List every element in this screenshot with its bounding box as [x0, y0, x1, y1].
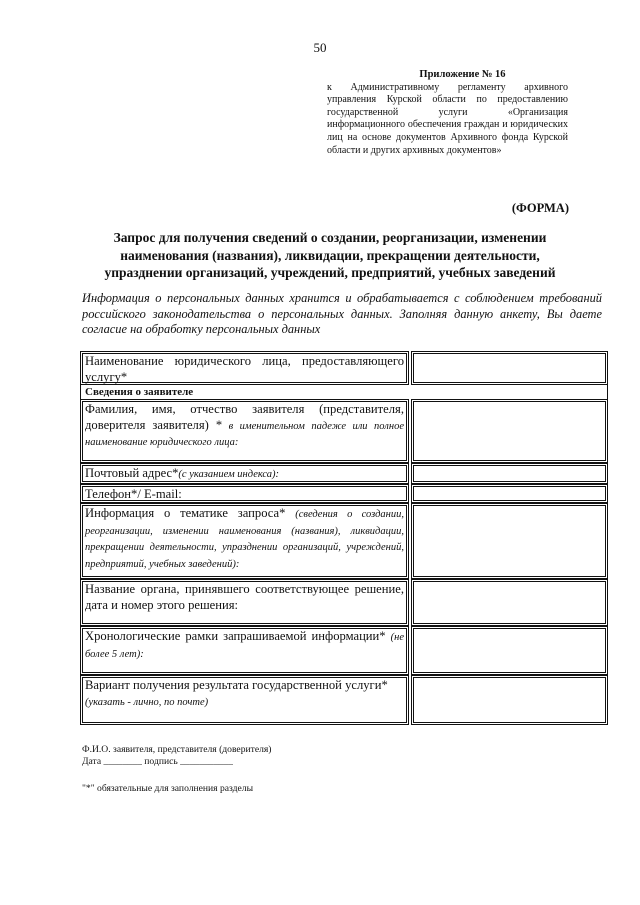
label-text: Информация о тематике запроса*: [85, 506, 296, 520]
row-fio: [80, 399, 608, 463]
label-text: Хронологические рамки запрашиваемой информации*: [85, 629, 391, 643]
footnote: "*" обязательные для заполнения разделы: [82, 783, 254, 794]
request-form-table: [80, 351, 608, 725]
label-fio: [80, 399, 409, 463]
label-text: Телефон*/ E-mail:: [85, 487, 182, 501]
input-chrono[interactable]: [411, 626, 608, 675]
label-result: [80, 675, 409, 725]
input-fio[interactable]: [411, 399, 608, 463]
label-postal: [80, 463, 409, 484]
row-topic: [80, 503, 608, 579]
input-legal-entity[interactable]: [411, 351, 608, 385]
signature-name-line: Ф.И.О. заявителя, представителя (доверителя): [82, 744, 272, 755]
label-legal-entity: [80, 351, 409, 385]
label-note: в именительном падеже или полное наименование юридического лица:: [85, 420, 404, 448]
appendix-text: к Административному регламенту архивного управления Курской области по предоставлению государственной услуги «Организация информационного обеспечения граждан и юридических лиц на основе документов Архивного фонда Курской области и других архивных документов»: [327, 81, 568, 156]
form-label: (ФОРМА): [511, 201, 569, 215]
label-phone: [80, 484, 409, 503]
row-postal: [80, 463, 608, 484]
input-topic[interactable]: [411, 503, 608, 579]
input-phone[interactable]: [411, 484, 608, 503]
signature-block: [82, 744, 271, 767]
row-result: [80, 675, 608, 725]
label-text: Фамилия, имя, отчество заявителя (представителя, доверителя заявителя) *: [85, 402, 404, 432]
privacy-notice: Информация о персональных данных хранится и обрабатывается с соблюдением требований российского законодательства о персональных данных. Заполняя данную анкету, Вы даете согласие на обработку персональных данных: [82, 291, 602, 337]
label-text: Название органа, принявшего соответствующее решение, дата и номер этого решения:: [85, 582, 404, 612]
page-number: 50: [313, 40, 327, 55]
appendix-title: Приложение № 16: [419, 69, 506, 80]
label-note: (не более 5 лет):: [85, 632, 404, 660]
section-applicant: Сведения о заявителе: [80, 385, 608, 399]
signature-date-line: Дата ________ подпись ___________: [82, 755, 233, 767]
row-authority: [80, 579, 608, 626]
label-text: Вариант получения результата государственной услуги*: [85, 678, 388, 692]
row-phone: [80, 484, 608, 503]
label-chrono: [80, 626, 409, 675]
label-topic: [80, 503, 409, 579]
input-authority[interactable]: [411, 579, 608, 626]
row-chrono: [80, 626, 608, 675]
label-note: (с указанием индекса):: [178, 469, 279, 480]
input-postal[interactable]: [411, 463, 608, 484]
label-text: Почтовый адрес*: [85, 466, 179, 480]
appendix-block: [327, 69, 568, 157]
label-text: Наименование юридического лица, предоставляющего услугу*: [85, 354, 404, 384]
label-note: (указать - лично, по почте): [85, 696, 209, 708]
label-note: (сведения о создании, реорганизации, изменении наименования (названия), ликвидации, прекращении деятельности, упразднении организаций, учреждений, предприятий, учебных заведений):: [85, 509, 404, 570]
label-authority: [80, 579, 409, 626]
input-result[interactable]: [411, 675, 608, 725]
document-heading: Запрос для получения сведений о создании, реорганизации, изменении наименования (названия), ликвидации, прекращении деятельности, упразднении организаций, учреждений, предприятий, учебных заведений: [104, 230, 556, 280]
row-legal-entity: [80, 351, 608, 385]
